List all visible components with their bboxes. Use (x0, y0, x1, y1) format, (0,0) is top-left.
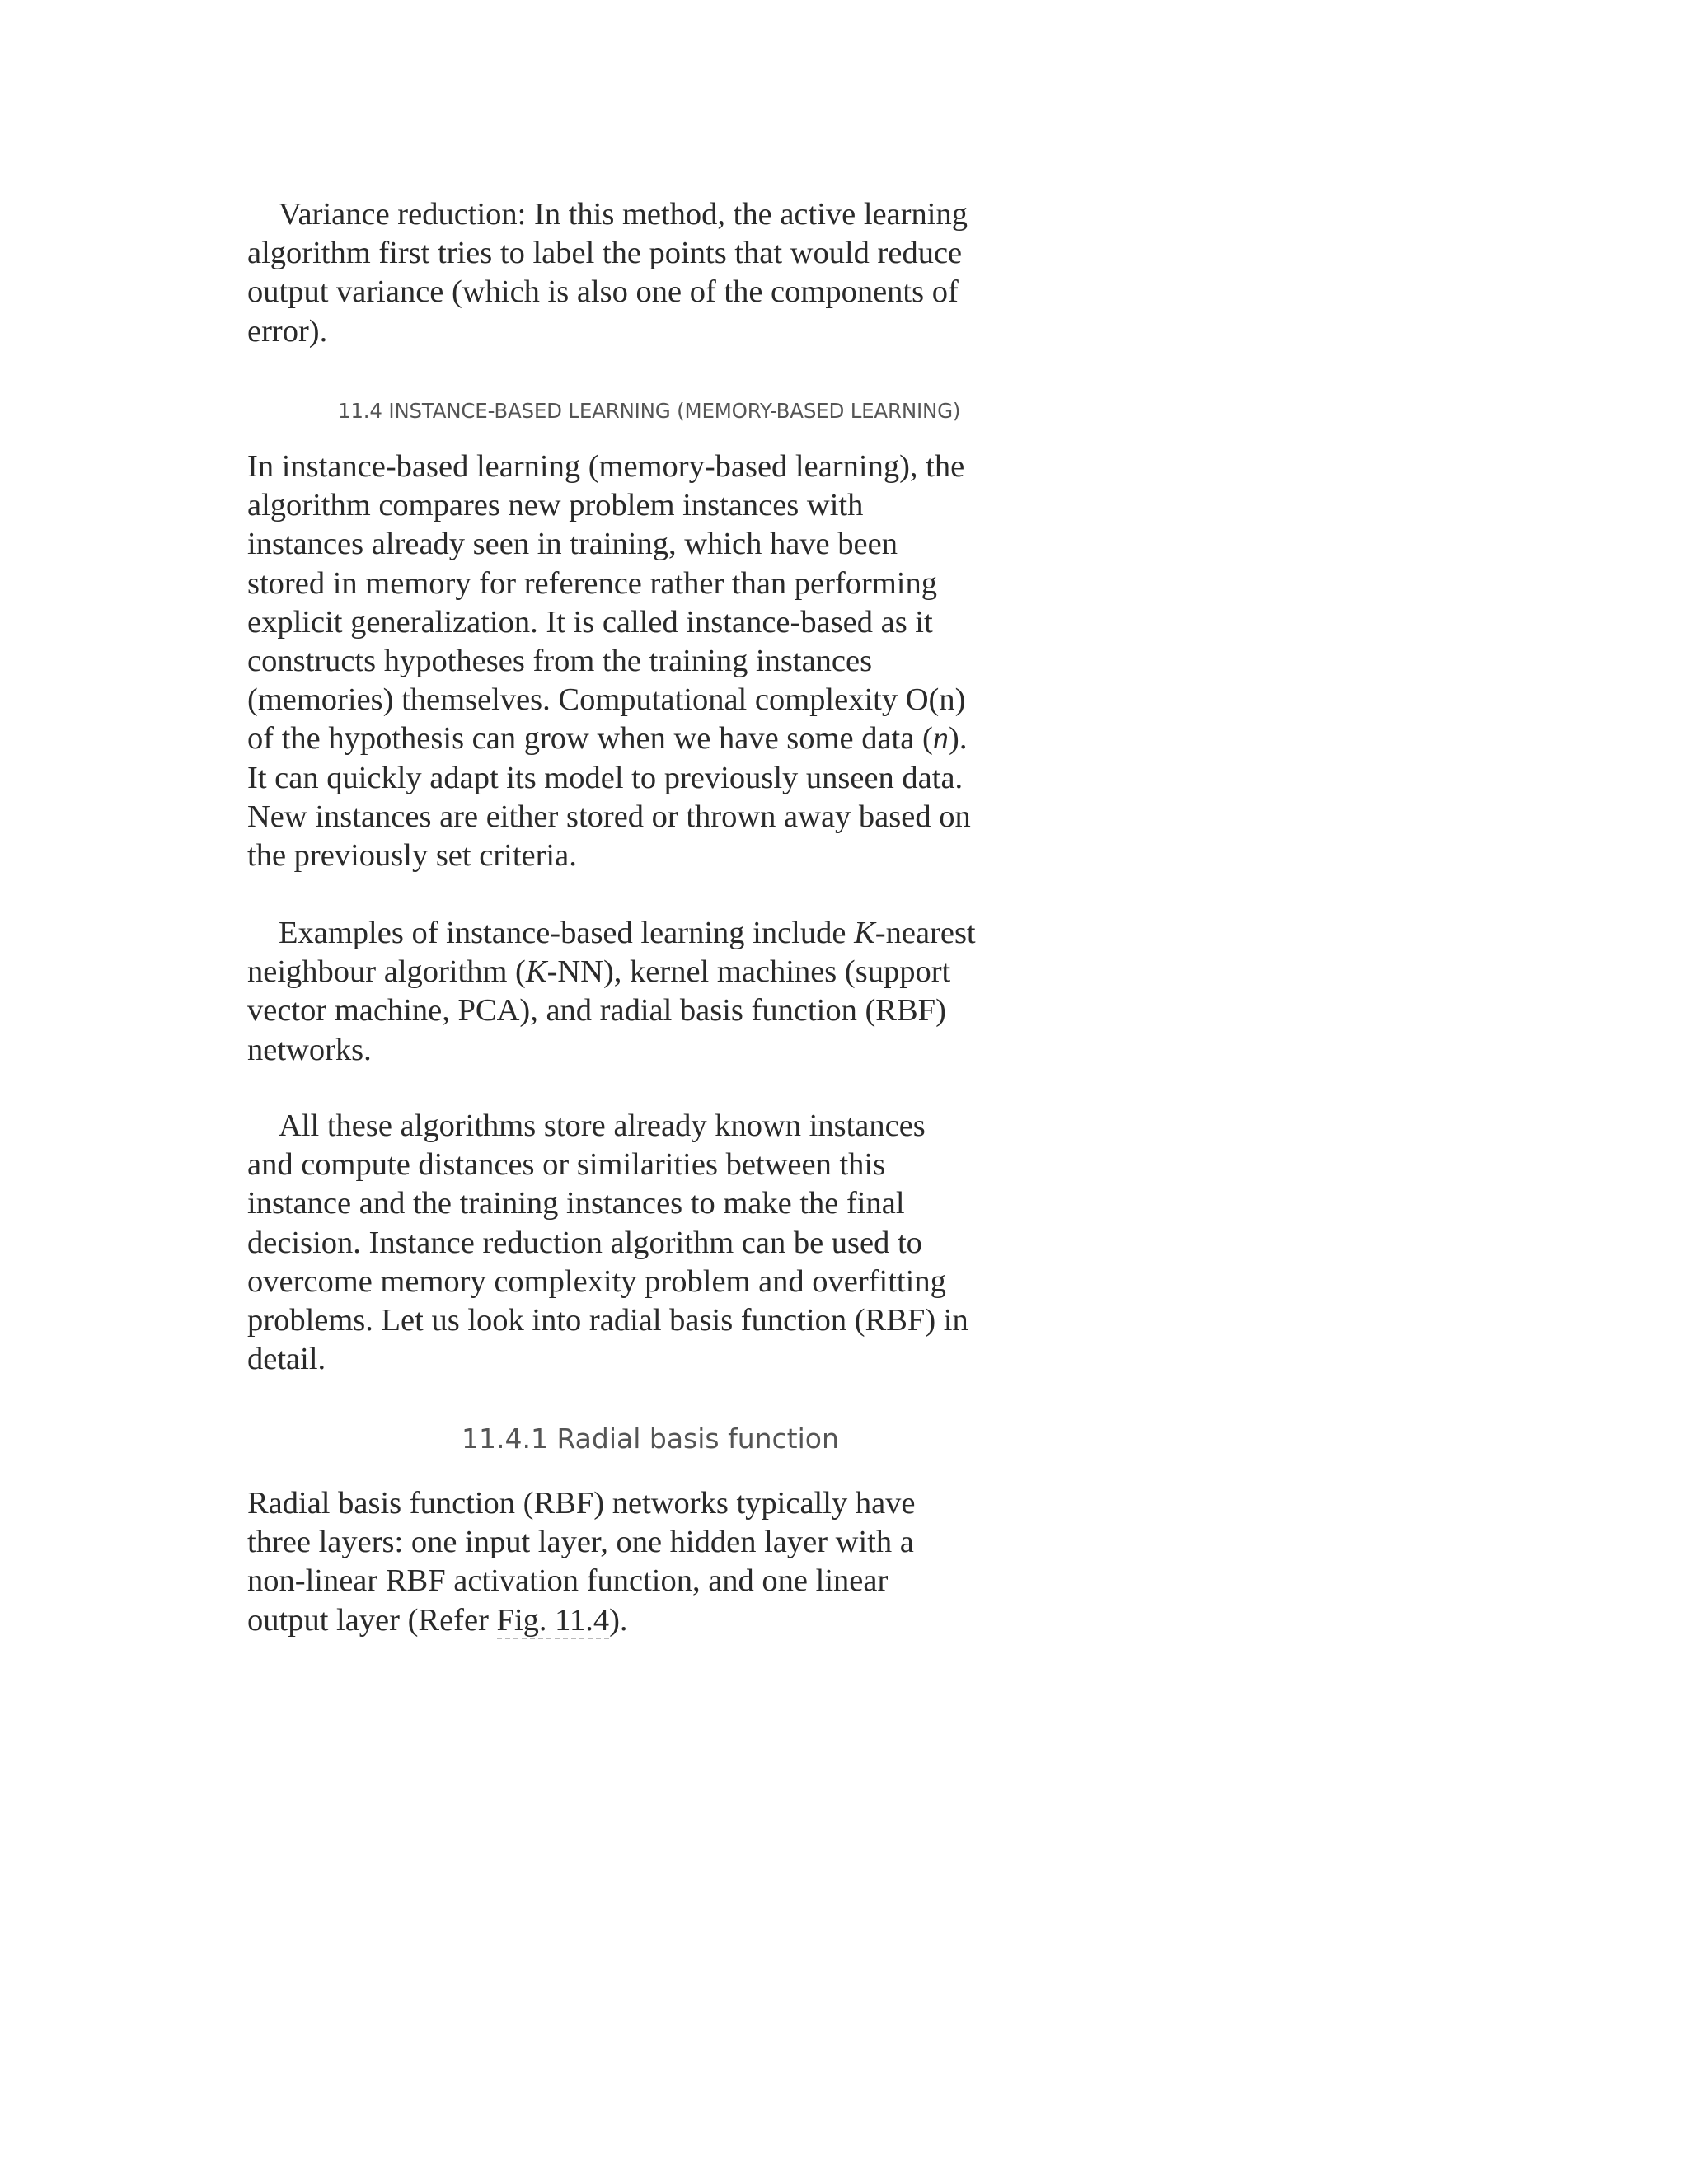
text-line: non-linear RBF activation function, and one linear (247, 1563, 889, 1599)
text-line (247, 914, 1039, 953)
italic-variable: K (854, 916, 875, 950)
section-heading: 11.4 INSTANCE-BASED LEARNING (MEMORY-BASED LEARNING) (338, 399, 961, 423)
text-run: -NN), kernel machines (support (546, 954, 951, 990)
text-line: overcome memory complexity problem and overfitting (247, 1263, 946, 1299)
text-line: constructs hypotheses from the training instances (247, 644, 873, 679)
text-line: It can quickly adapt its model to previously unseen data. (247, 760, 964, 795)
text-line: In instance-based learning (memory-based learning), the (247, 449, 965, 484)
paragraph-algorithms (247, 1107, 1039, 1379)
text-run: of the hypothesis can grow when we have some data ( (247, 721, 933, 757)
text-line: problems. Let us look into radial basis function (RBF) in (247, 1303, 968, 1338)
paragraph-variance-reduction (247, 195, 1039, 351)
text-line: three layers: one input layer, one hidden layer with a (247, 1525, 914, 1560)
text-run: ). (949, 721, 968, 757)
italic-variable: K (525, 954, 547, 990)
figure-link[interactable]: Fig. 11.4 (496, 1602, 610, 1638)
text-line: the previously set criteria. (247, 838, 577, 874)
text-line: New instances are either stored or thrown away based on (247, 799, 971, 834)
subsection-heading: 11.4.1 Radial basis function (462, 1422, 839, 1455)
text-line (247, 719, 1039, 758)
text-line: stored in memory for reference rather than performing (247, 565, 937, 601)
text-line: decision. Instance reduction algorithm can be used to (247, 1225, 922, 1260)
text-line: vector machine, PCA), and radial basis function (RBF) (247, 993, 946, 1029)
paragraph-rbf (247, 1484, 1039, 1640)
text-line: detail. (247, 1342, 326, 1377)
text-line: All these algorithms store already known instances (279, 1108, 926, 1143)
text-line: error). (247, 313, 328, 349)
text-run: Examples of instance-based learning include (279, 916, 855, 950)
text-line: networks. (247, 1032, 372, 1067)
text-line: instances already seen in training, which have been (247, 527, 898, 562)
text-line: Radial basis function (RBF) networks typically have (247, 1486, 916, 1521)
text-line: explicit generalization. It is called instance-based as it (247, 604, 933, 640)
text-line (247, 1601, 1039, 1640)
text-run: neighbour algorithm ( (247, 954, 526, 990)
paragraph-examples (247, 914, 1039, 1070)
italic-variable: n (932, 721, 950, 757)
text-line: algorithm compares new problem instances with (247, 488, 864, 523)
text-line: instance and the training instances to make the final (247, 1186, 905, 1221)
text-line (247, 953, 1039, 991)
text-line: and compute distances or similarities between this (247, 1147, 886, 1183)
text-line: output variance (which is also one of the components of (247, 274, 959, 310)
text-line: (memories) themselves. Computational complexity O(n) (247, 682, 966, 718)
text-run: -nearest (874, 916, 976, 950)
text-line: Variance reduction: In this method, the active learning (279, 197, 968, 232)
text-line: algorithm first tries to label the points that would reduce (247, 236, 963, 271)
text-run: ). (609, 1602, 628, 1638)
paragraph-instance-based (247, 448, 1039, 875)
text-run: output layer (Refer (247, 1602, 497, 1638)
